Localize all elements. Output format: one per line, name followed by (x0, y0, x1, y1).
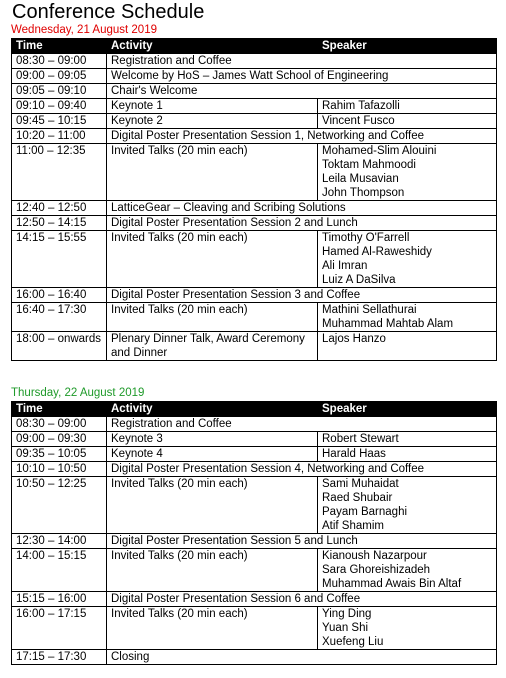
speaker-cell (318, 332, 497, 361)
time-cell: 18:00 – onwards (12, 332, 107, 361)
activity-cell: Keynote 1 (107, 99, 318, 114)
speaker-name: Vincent Fusco (322, 115, 395, 127)
schedule-row (12, 477, 497, 534)
time-cell: 10:20 – 11:00 (12, 129, 107, 144)
speaker-name: Ali Imran (322, 260, 368, 272)
activity-cell: Keynote 2 (107, 114, 318, 129)
speaker-name: Hamed Al-Raweshidy (322, 246, 432, 258)
speaker-name: Sami Muhaidat (322, 478, 399, 490)
speaker-cell (318, 432, 497, 447)
activity-cell: Digital Poster Presentation Session 1, Networking and Coffee (107, 129, 497, 144)
schedule-row (12, 144, 497, 201)
activity-cell: Digital Poster Presentation Session 6 and Coffee (107, 592, 497, 607)
schedule-row (12, 69, 497, 84)
time-cell: 11:00 – 12:35 (12, 144, 107, 201)
speaker-name: John Thompson (322, 187, 405, 199)
time-cell: 08:30 – 09:00 (12, 417, 107, 432)
schedule-row (12, 549, 497, 592)
activity-cell: Closing (107, 650, 497, 665)
schedule-row (12, 303, 497, 332)
schedule-row (12, 288, 497, 303)
schedule-row (12, 99, 497, 114)
activity-header: Activity (107, 402, 318, 417)
time-cell: 12:50 – 14:15 (12, 216, 107, 231)
schedule-row (12, 607, 497, 650)
day2-rows (12, 417, 497, 665)
speaker-cell (318, 303, 497, 332)
speaker-name: Leila Musavian (322, 173, 399, 185)
activity-header: Activity (107, 39, 318, 54)
activity-cell: Chair's Welcome (107, 84, 497, 99)
schedule-row (12, 129, 497, 144)
day1-schedule-table (11, 38, 497, 361)
time-header: Time (12, 39, 107, 54)
speaker-name: Lajos Hanzo (322, 333, 386, 345)
table-header-row (12, 39, 497, 54)
speaker-cell (318, 231, 497, 288)
speaker-name: Xuefeng Liu (322, 636, 384, 648)
speaker-name: Timothy O'Farrell (322, 232, 410, 244)
speaker-header: Speaker (318, 39, 497, 54)
time-cell: 09:00 – 09:05 (12, 69, 107, 84)
activity-cell: Welcome by HoS – James Watt School of Engineering (107, 69, 497, 84)
speaker-header: Speaker (318, 402, 497, 417)
time-cell: 08:30 – 09:00 (12, 54, 107, 69)
day2-schedule-table (11, 401, 497, 665)
speaker-name: Toktam Mahmoodi (322, 159, 416, 171)
speaker-name: Yuan Shi (322, 622, 369, 634)
speaker-name: Mathini Sellathurai (322, 304, 417, 316)
activity-cell: Invited Talks (20 min each) (107, 231, 318, 288)
speaker-name: Sara Ghoreishizadeh (322, 564, 431, 576)
day1-rows (12, 54, 497, 361)
activity-cell: Invited Talks (20 min each) (107, 477, 318, 534)
schedule-row (12, 447, 497, 462)
speaker-name: Kianoush Nazarpour (322, 550, 427, 562)
speaker-cell (318, 114, 497, 129)
activity-cell: Digital Poster Presentation Session 5 and Lunch (107, 534, 497, 549)
activity-cell: Keynote 4 (107, 447, 318, 462)
day1-label: Wednesday, 21 August 2019 (11, 24, 157, 36)
speaker-cell (318, 99, 497, 114)
activity-cell: Digital Poster Presentation Session 3 and Coffee (107, 288, 497, 303)
time-cell: 14:00 – 15:15 (12, 549, 107, 592)
speaker-name: Luiz A DaSilva (322, 274, 396, 286)
speaker-name: Rahim Tafazolli (322, 100, 400, 112)
schedule-row (12, 417, 497, 432)
activity-cell: Plenary Dinner Talk, Award Ceremony and Dinner (107, 332, 318, 361)
time-cell: 10:50 – 12:25 (12, 477, 107, 534)
table-header-row (12, 402, 497, 417)
speaker-name: Payam Barnaghi (322, 506, 408, 518)
schedule-row (12, 231, 497, 288)
activity-cell: Invited Talks (20 min each) (107, 303, 318, 332)
time-cell: 17:15 – 17:30 (12, 650, 107, 665)
activity-cell: Invited Talks (20 min each) (107, 549, 318, 592)
schedule-row (12, 216, 497, 231)
speaker-name: Robert Stewart (322, 433, 399, 445)
time-cell: 10:10 – 10:50 (12, 462, 107, 477)
speaker-name: Raed Shubair (322, 492, 393, 504)
schedule-row (12, 432, 497, 447)
speaker-name: Mohamed-Slim Alouini (322, 145, 437, 157)
time-cell: 16:00 – 16:40 (12, 288, 107, 303)
time-cell: 15:15 – 16:00 (12, 592, 107, 607)
time-cell: 12:30 – 14:00 (12, 534, 107, 549)
schedule-row (12, 54, 497, 69)
activity-cell: Registration and Coffee (107, 54, 497, 69)
speaker-name: Muhammad Mahtab Alam (322, 318, 454, 330)
time-cell: 12:40 – 12:50 (12, 201, 107, 216)
schedule-row (12, 201, 497, 216)
activity-cell: Invited Talks (20 min each) (107, 607, 318, 650)
time-cell: 16:40 – 17:30 (12, 303, 107, 332)
time-cell: 09:35 – 10:05 (12, 447, 107, 462)
time-cell: 09:05 – 09:10 (12, 84, 107, 99)
schedule-row (12, 462, 497, 477)
speaker-name: Harald Haas (322, 448, 386, 460)
day2-label: Thursday, 22 August 2019 (11, 387, 145, 399)
activity-cell: Invited Talks (20 min each) (107, 144, 318, 201)
time-cell: 09:10 – 09:40 (12, 99, 107, 114)
schedule-row (12, 592, 497, 607)
speaker-cell (318, 477, 497, 534)
schedule-row (12, 650, 497, 665)
page-title: Conference Schedule (12, 1, 205, 23)
activity-cell: Keynote 3 (107, 432, 318, 447)
speaker-name: Ying Ding (322, 608, 372, 620)
schedule-row (12, 332, 497, 361)
schedule-row (12, 114, 497, 129)
activity-cell: Digital Poster Presentation Session 4, Networking and Coffee (107, 462, 497, 477)
time-header: Time (12, 402, 107, 417)
activity-cell: Registration and Coffee (107, 417, 497, 432)
time-cell: 09:45 – 10:15 (12, 114, 107, 129)
time-cell: 14:15 – 15:55 (12, 231, 107, 288)
speaker-cell (318, 144, 497, 201)
speaker-cell (318, 447, 497, 462)
speaker-cell (318, 607, 497, 650)
speaker-name: Muhammad Awais Bin Altaf (322, 578, 462, 590)
time-cell: 16:00 – 17:15 (12, 607, 107, 650)
activity-cell: Digital Poster Presentation Session 2 and Lunch (107, 216, 497, 231)
schedule-row (12, 534, 497, 549)
schedule-row (12, 84, 497, 99)
speaker-cell (318, 549, 497, 592)
activity-cell: LatticeGear – Cleaving and Scribing Solutions (107, 201, 497, 216)
time-cell: 09:00 – 09:30 (12, 432, 107, 447)
speaker-name: Atif Shamim (322, 520, 384, 532)
